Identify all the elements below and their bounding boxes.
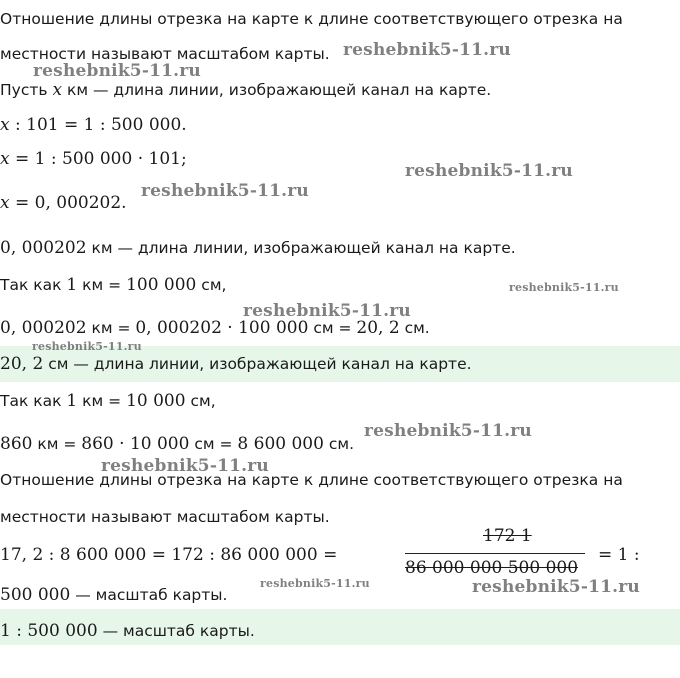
let-statement: Пусть x км — длина линии, изображающей канал на карте. [0,80,492,100]
watermark-text: reshebnik5-11.ru [364,421,532,441]
since-line-2: Так как 1 км = 10 000 см, [0,391,216,411]
ratio-equation: 17, 2 : 8 600 000 = 172 : 86 000 000 = [0,545,338,565]
equation-1: x : 101 = 1 : 500 000. [0,115,187,135]
watermark-text: reshebnik5-11.ru [472,577,640,597]
fraction-numerator: 172 1 [483,526,532,546]
watermark-text: reshebnik5-11.ru [343,40,511,60]
scale-line: 500 000 — масштаб карты. [0,585,228,605]
definition-line-3: Отношение длины отрезка на карте к длине соответствующего отрезка на [0,471,623,489]
equation-2: x = 1 : 500 000 · 101; [0,149,187,169]
watermark-text: reshebnik5-11.ru [405,161,573,181]
since-line-1: Так как 1 км = 100 000 см, [0,275,227,295]
watermark-text: reshebnik5-11.ru [260,577,370,590]
equation-3: x = 0, 000202. [0,193,127,213]
watermark-text: reshebnik5-11.ru [101,456,269,476]
watermark-text: reshebnik5-11.ru [509,281,619,294]
answer-line-1: 20, 2 см — длина линии, изображающей канал на карте. [0,354,472,374]
ratio-fraction [405,526,585,582]
definition-line-1: Отношение длины отрезка на карте к длине соответствующего отрезка на [0,10,623,28]
watermark-text: reshebnik5-11.ru [32,340,142,353]
result-line-1: 0, 000202 км — длина линии, изображающей канал на карте. [0,238,516,258]
answer-line-2: 1 : 500 000 — масштаб карты. [0,621,255,641]
fraction-bar [405,553,585,554]
watermark-text: reshebnik5-11.ru [141,181,309,201]
ratio-result: = 1 : [598,545,640,565]
watermark-text: reshebnik5-11.ru [33,61,201,81]
fraction-denominator: 86 000 000 500 000 [405,558,579,578]
watermark-text: reshebnik5-11.ru [243,301,411,321]
conversion-line-2: 860 км = 860 · 10 000 см = 8 600 000 см. [0,434,355,454]
definition-line-4: местности называют масштабом карты. [0,508,330,526]
definition-line-2: местности называют масштабом карты. [0,45,330,63]
conversion-line-1: 0, 000202 км = 0, 000202 · 100 000 см = 20, 2 см. [0,318,430,338]
